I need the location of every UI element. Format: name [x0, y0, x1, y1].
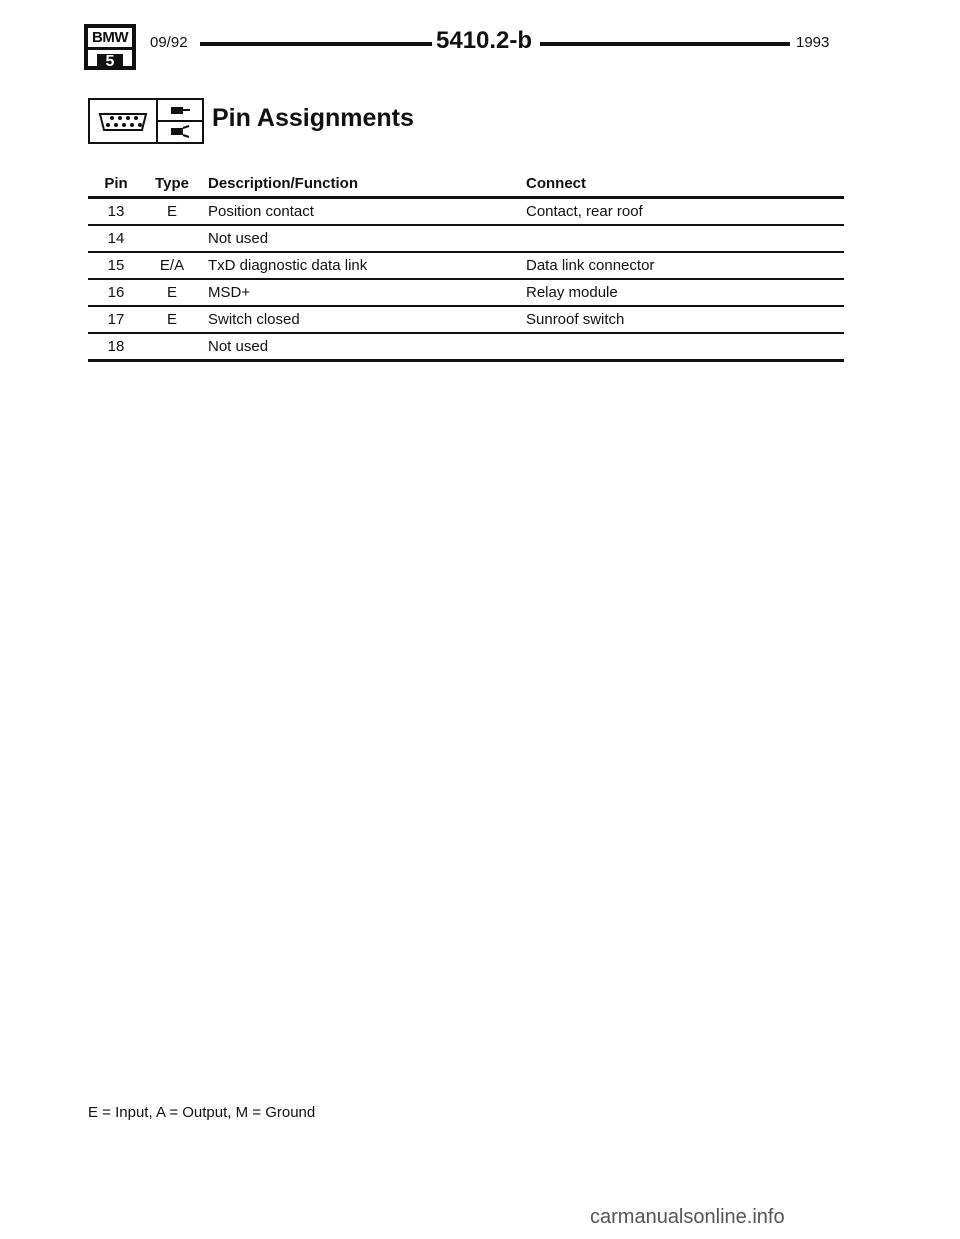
cell-type: E: [166, 284, 177, 301]
cell-connect: Relay module: [526, 284, 618, 301]
watermark-link[interactable]: carmanualsonline.info: [590, 1206, 785, 1228]
legend-footnote: E = Input, A = Output, M = Ground: [88, 1104, 316, 1121]
column-header-type: Type: [155, 175, 189, 192]
cell-pin: 13: [107, 203, 125, 220]
cell-type: E: [166, 311, 177, 328]
column-header-pin: Pin: [104, 175, 128, 192]
header-rule-right: [540, 42, 790, 46]
document-code: 5410.2-b: [436, 27, 533, 54]
cell-description: TxD diagnostic data link: [208, 257, 368, 274]
cell-type: E/A: [159, 257, 185, 274]
table-row: [88, 334, 844, 362]
cell-pin: 15: [107, 257, 125, 274]
cell-connect: Sunroof switch: [526, 311, 625, 328]
cell-connect: Data link connector: [526, 257, 655, 274]
table-header: [88, 170, 844, 199]
header-rule-left: [200, 42, 432, 46]
header-year: 1993: [796, 34, 830, 51]
logo-number: 5: [97, 54, 123, 70]
cell-description: MSD+: [208, 284, 251, 301]
section-title: Pin Assignments: [212, 104, 414, 132]
cell-pin: 16: [107, 284, 125, 301]
header-date: 09/92: [150, 34, 188, 51]
plug-icon: [158, 98, 204, 144]
cell-description: Not used: [208, 338, 269, 355]
cell-description: Not used: [208, 230, 269, 247]
cell-description: Position contact: [208, 203, 314, 220]
table-row: [88, 226, 844, 253]
bmw-logo: [84, 24, 136, 70]
pin-table: [88, 170, 844, 362]
connector-icon: [88, 98, 158, 144]
cell-pin: 17: [107, 311, 125, 328]
cell-description: Switch closed: [208, 311, 300, 328]
table-row: [88, 280, 844, 307]
column-header-connect: Connect: [526, 175, 586, 192]
table-row: [88, 253, 844, 280]
column-header-description: Description/Function: [208, 175, 358, 192]
cell-pin: 14: [107, 230, 125, 247]
cell-connect: Contact, rear roof: [526, 203, 643, 220]
table-row: [88, 307, 844, 334]
logo-text: BMW: [88, 28, 132, 50]
cell-type: E: [166, 203, 177, 220]
table-row: [88, 199, 844, 226]
cell-pin: 18: [107, 338, 125, 355]
